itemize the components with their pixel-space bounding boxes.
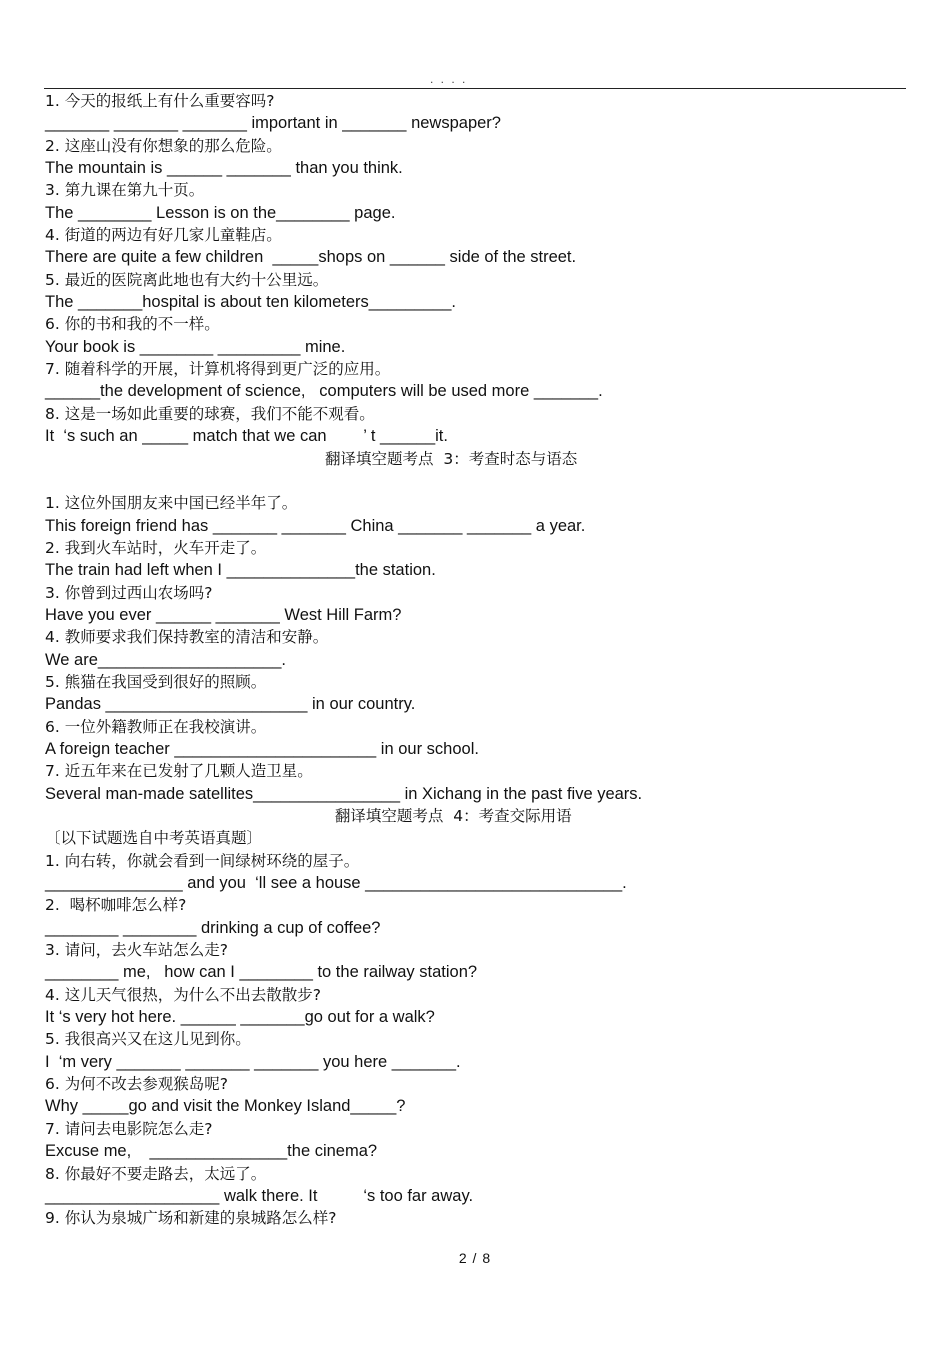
english-blank-line: Have you ever ______ _______ West Hill Farm? [45,605,402,624]
chinese-prompt-line: 1. 这位外国朋友来中国已经半年了。 [45,494,298,513]
english-blank-line: The mountain is ______ _______ than you think. [45,159,403,178]
english-blank-line: The _______hospital is about ten kilometers_________. [45,293,456,312]
english-blank-line: Several man-made satellites________________ in Xichang in the past five years. [45,784,643,803]
english-blank-line: The train had left when I ______________the station. [45,561,436,580]
english-blank-line: It ‘s very hot here. ______ _______go out for a walk? [45,1008,435,1027]
english-blank-line: Why _____go and visit the Monkey Island_____? [45,1097,406,1116]
header-rule [44,88,906,89]
chinese-prompt-line: 7. 近五年来在已发射了几颗人造卫星。 [45,762,313,781]
chinese-prompt-line: 9. 你认为泉城广场和新建的泉城路怎么样? [45,1209,337,1228]
chinese-prompt-line: 6. 你的书和我的不一样。 [45,315,220,334]
chinese-prompt-line: 6. 为何不改去参观猴岛呢? [45,1075,228,1094]
chinese-prompt-line: 7. 请问去电影院怎么走? [45,1119,213,1138]
chinese-prompt-line: 5. 我很高兴又在这儿见到你。 [45,1030,251,1049]
chinese-prompt-line: 6. 一位外籍教师正在我校演讲。 [45,717,267,736]
chinese-prompt-line: 2. 这座山没有你想象的那么危险。 [45,136,282,155]
english-blank-line: A foreign teacher ______________________ in our school. [45,739,479,758]
chinese-prompt-line: 8. 这是一场如此重要的球赛，我们不能不观看。 [45,404,375,423]
chinese-prompt-line: 1. 今天的报纸上有什么重要容吗? [45,92,275,110]
english-blank-line: The ________ Lesson is on the________ page. [45,203,396,222]
document-body [45,90,905,1230]
chinese-prompt-line: 3. 请问，去火车站怎么走? [45,941,228,960]
chinese-prompt-line: 5. 最近的医院离此地也有大约十公里远。 [45,270,329,289]
chinese-prompt-line: 8. 你最好不要走路去，太远了。 [45,1164,267,1183]
english-blank-line: _______________ and you ‘ll see a house ____________________________. [45,874,627,893]
english-blank-line: ___________________ walk there. It ‘s too far away. [45,1186,474,1205]
chinese-prompt-line: 〔以下试题选自中考英语真题〕 [45,829,263,848]
chinese-prompt-line: 7. 随着科学的开展，计算机将得到更广泛的应用。 [45,360,391,379]
section-heading: 翻译填空题考点 3：考查时态与语态 [325,449,578,468]
blank-spacer [45,470,905,492]
header-dots: . . . . [430,72,468,86]
english-blank-line: _______ _______ _______ important in _______ newspaper? [45,114,501,133]
chinese-prompt-line: 4. 这儿天气很热，为什么不出去散散步? [45,985,321,1004]
english-blank-line: We are____________________. [45,650,286,669]
chinese-prompt-line: 4. 街道的两边有好几家儿童鞋店。 [45,226,282,245]
english-blank-line: ________ ________ drinking a cup of coffee? [45,918,381,937]
english-blank-line: It ‘s such an _____ match that we can ’ t ______it. [45,427,448,446]
english-blank-line: ______the development of science, computers will be used more _______. [45,382,603,401]
page-number: 2 / 8 [458,1250,492,1266]
english-blank-line: Excuse me, _______________the cinema? [45,1142,378,1161]
english-blank-line: This foreign friend has _______ _______ China _______ _______ a year. [45,516,586,535]
english-blank-line: Your book is ________ _________ mine. [45,337,346,356]
chinese-prompt-line: 3. 第九课在第九十页。 [45,181,205,200]
english-blank-line: There are quite a few children _____shops on ______ side of the street. [45,248,577,267]
section-heading: 翻译填空题考点 4：考查交际用语 [325,807,572,825]
english-blank-line: I ‘m very _______ _______ _______ you here _______. [45,1052,461,1071]
chinese-prompt-line: 3. 你曾到过西山农场吗? [45,583,213,602]
chinese-prompt-line: 2. 喝杯咖啡怎么样? [45,896,187,915]
english-blank-line: ________ me, how can I ________ to the railway station? [45,963,478,982]
chinese-prompt-line: 5. 熊猫在我国受到很好的照顾。 [45,672,267,691]
chinese-prompt-line: 4. 教师要求我们保持教室的清洁和安静。 [45,628,329,647]
chinese-prompt-line: 1. 向右转，你就会看到一间绿树环绕的屋子。 [45,851,360,870]
chinese-prompt-line: 2. 我到火车站时，火车开走了。 [45,538,267,557]
english-blank-line: Pandas ______________________ in our country. [45,695,416,714]
